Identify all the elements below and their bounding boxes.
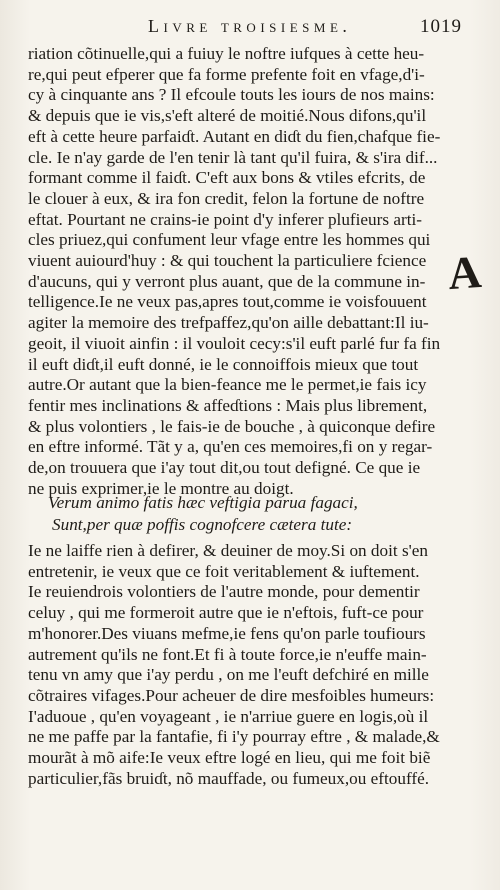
text-line: particulier,fãs bruiɗt, nõ mauffade, ou fumeux,ou eftouffé.: [28, 768, 430, 788]
page-header: [0, 14, 500, 44]
text-line: I'aduoue , qu'en voyageant , ie n'arriue guere en logis,où il: [28, 706, 429, 726]
text-line: ne me paffe par la fantafie, fi i'y pourray eftre , & malade,&: [28, 727, 440, 747]
text-line: formant comme il faiɗt. C'eft aux bons & vtiles efcrits, de: [28, 168, 426, 188]
text-line: il euft diɗt,il euft donné, ie le connoiffois mieux que tout: [28, 354, 419, 374]
text-line: & plus volontiers , le fais-ie de bouche , à quiconque defire: [28, 416, 436, 436]
text-line: cy à cinquante ans ? Il efcoule touts les iours de nos mains:: [28, 85, 435, 105]
text-line: mourãt à mõ aife:Ie veux eftre logé en lieu, qui me foit biẽ: [28, 748, 431, 768]
latin-verse: [48, 492, 448, 536]
paragraph-1: [28, 44, 448, 499]
text-line: de,on trouuera que i'ay tout dit,ou tout defigné. Ce que ie: [28, 458, 421, 478]
text-line: en eftre informé. Tãt y a, qu'en ces memoires,fi on y regar-: [28, 437, 433, 457]
text-line: re,qui peut efperer que fa forme prefente foit en vfage,d'i-: [28, 64, 425, 84]
margin-mark: A: [446, 245, 483, 300]
text-line: entretenir, ie veux que ce foit veritablement & iuftement.: [28, 561, 420, 581]
verse-line: Verum animo fatis hæc veftigia parua fagaci,: [48, 493, 358, 512]
text-line: cles priuez,qui confument leur vfage entre les hommes qui: [28, 230, 431, 250]
text-line: eft à cette heure parfaiɗt. Autant en diɗt du fien,chafque fie-: [28, 126, 441, 146]
text-line: ne puis exprimer,ie le montre au doigt.: [28, 478, 294, 498]
text-line: Ie ne laiffe rien à defirer, & deuiner de moy.Si on doit s'en: [28, 541, 428, 560]
text-line: cle. Ie n'ay garde de l'en tenir là tant qu'il fuira, & s'ira dif...: [28, 147, 438, 167]
text-line: viuent auiourd'huy : & qui touchent la particuliere fcience: [28, 251, 427, 271]
text-line: d'aucuns, qui y verront plus auant, que de la commune in-: [28, 271, 426, 291]
text-line: Ie reuiendrois volontiers de l'autre monde, pour dementir: [28, 582, 420, 602]
text-line: m'honorer.Des viuans mefme,ie fens qu'on parle toufiours: [28, 623, 426, 643]
text-line: eftat. Pourtant ne crains-ie point d'y inferer plufieurs arti-: [28, 209, 422, 229]
text-line: & depuis que ie vis,s'eft alteré de moitié.Nous difons,qu'il: [28, 106, 427, 126]
running-head: Livre troisiesme.: [148, 16, 352, 36]
text-line: tenu vn amy que i'ay perdu , on me l'euft defchiré en mille: [28, 665, 429, 685]
text-line: telligence.Ie ne veux pas,apres tout,comme ie voisfouuent: [28, 292, 427, 312]
paragraph-2: [28, 541, 448, 789]
text-line: autrement qu'ils ne font.Et fi à toute force,ie n'euffe main-: [28, 644, 427, 664]
text-line: riation cõtinuelle,qui a fuiuy le noftre iufques à cette heu-: [28, 44, 425, 63]
page-number: 1019: [420, 16, 462, 37]
text-line: celuy , qui me formeroit autre que ie n'eftois, fuft-ce pour: [28, 603, 424, 623]
text-line: autre.Or autant que la bien-feance me le permet,ie fais icy: [28, 375, 427, 395]
text-line: le clouer à eux, & ira fon credit, felon la fortune de noftre: [28, 188, 425, 208]
text-line: agiter la memoire des trefpaffez,qu'on aille debattant:Il iu-: [28, 313, 429, 333]
text-line: fentir mes inclinations & affeɗtions : Mais plus librement,: [28, 395, 428, 415]
verse-line: Sunt,per quæ poffis cognofcere cætera tute:: [52, 515, 353, 534]
text-line: geoit, il viuoit ainfin : il vouloit cecy:s'il euft parlé fur fa fin: [28, 333, 441, 353]
text-line: cõtraires vifages.Pour acheuer de dire mesfoibles humeurs:: [28, 685, 435, 705]
